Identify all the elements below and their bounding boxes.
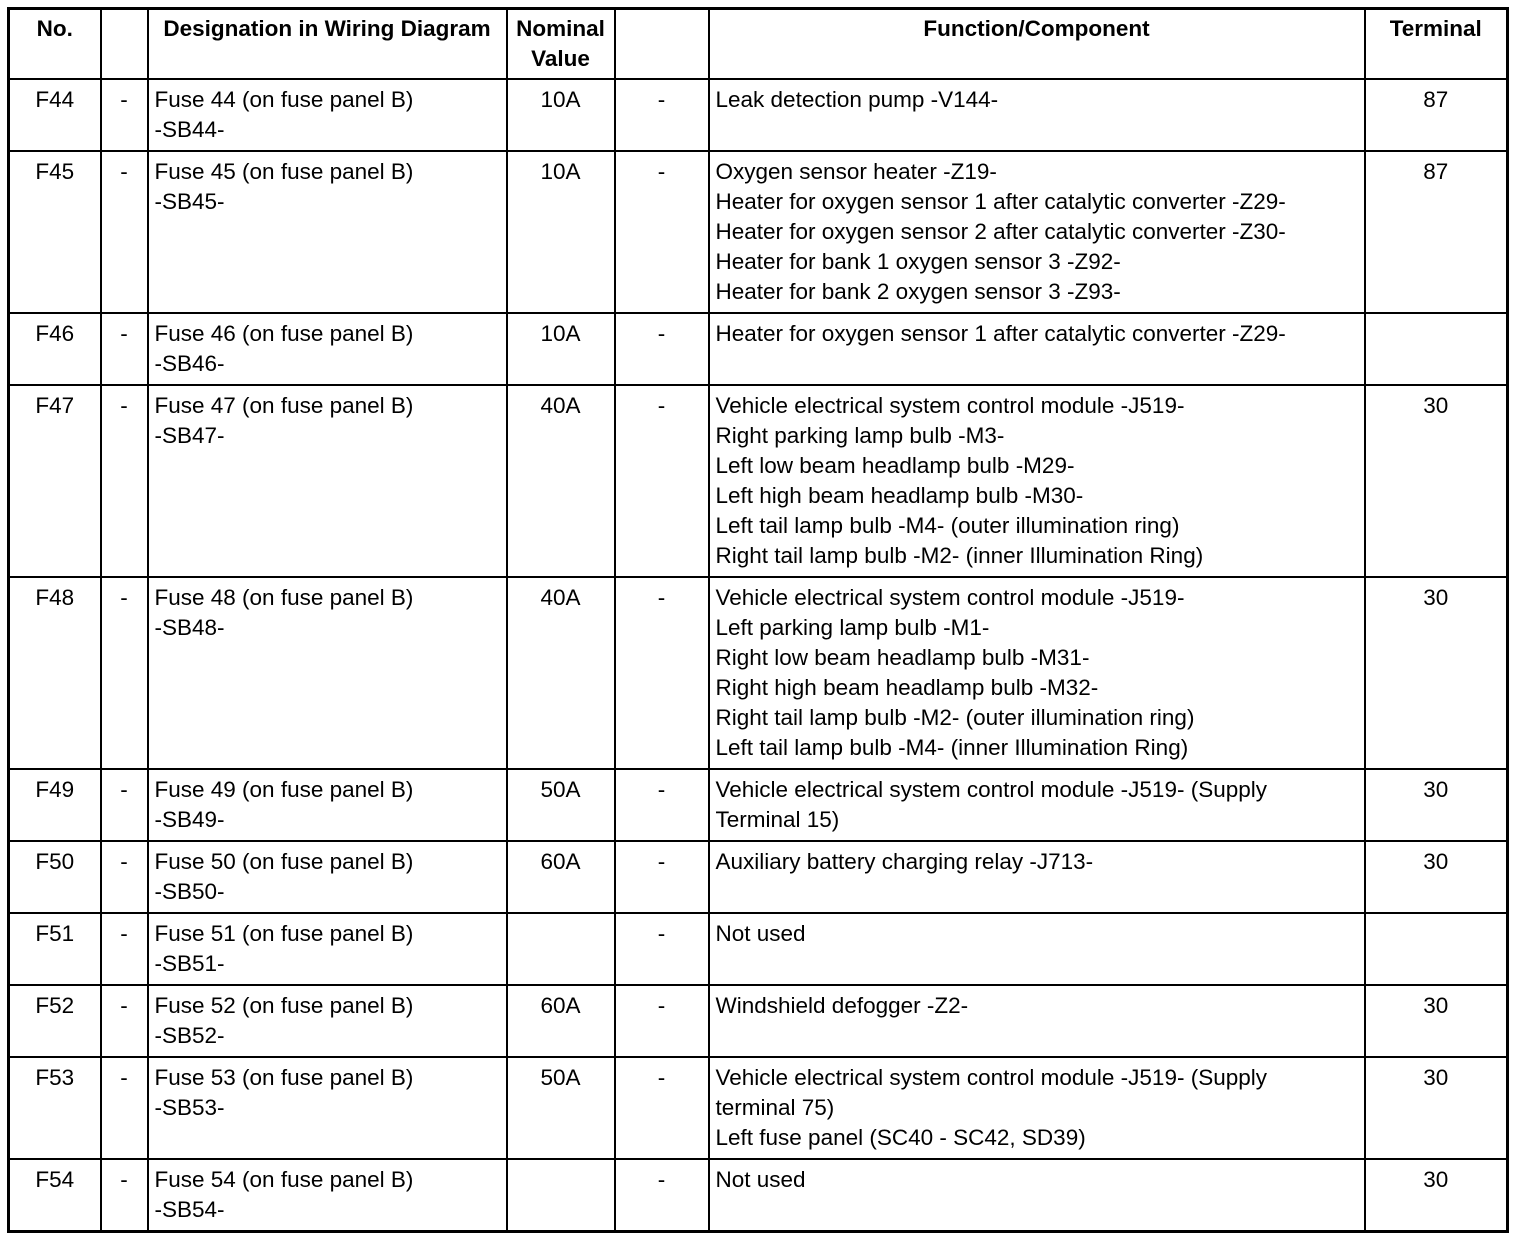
function-line: Right high beam headlamp bulb -M32-: [715, 675, 1099, 700]
header-blank-1: [101, 9, 148, 80]
nominal-value: [507, 913, 615, 985]
function-line: Vehicle electrical system control module -J519-: [715, 585, 1185, 610]
designation-cell: [148, 1057, 507, 1159]
nominal-value: [507, 1159, 615, 1232]
separator-dash: -: [615, 913, 709, 985]
function-line: Oxygen sensor heater -Z19-: [715, 159, 997, 184]
nominal-value: 10A: [507, 313, 615, 385]
table-row: [9, 1159, 1508, 1232]
separator-dash: -: [615, 313, 709, 385]
designation-line: -SB45-: [154, 189, 225, 214]
terminal: 30: [1365, 769, 1508, 841]
fuse-number: F50: [9, 841, 101, 913]
nominal-value: 40A: [507, 385, 615, 577]
fuse-number: F49: [9, 769, 101, 841]
table-row: [9, 769, 1508, 841]
designation-line: Fuse 46 (on fuse panel B): [154, 321, 414, 346]
function-line: Terminal 15): [715, 807, 840, 832]
designation-line: Fuse 51 (on fuse panel B): [154, 921, 414, 946]
separator-dash: -: [101, 985, 148, 1057]
terminal: 87: [1365, 79, 1508, 151]
function-line: Not used: [715, 921, 806, 946]
table-row: [9, 313, 1508, 385]
header-terminal: Terminal: [1365, 9, 1508, 80]
designation-cell: [148, 79, 507, 151]
separator-dash: -: [615, 769, 709, 841]
fuse-number: F47: [9, 385, 101, 577]
separator-dash: -: [615, 385, 709, 577]
separator-dash: -: [615, 577, 709, 769]
terminal: 87: [1365, 151, 1508, 313]
nominal-value: 50A: [507, 1057, 615, 1159]
table-body: [9, 79, 1508, 1232]
header-no: No.: [9, 9, 101, 80]
designation-cell: [148, 769, 507, 841]
designation-line: Fuse 45 (on fuse panel B): [154, 159, 414, 184]
function-line: Left high beam headlamp bulb -M30-: [715, 483, 1084, 508]
function-line: Right tail lamp bulb -M2- (inner Illumination Ring): [715, 543, 1204, 568]
designation-line: Fuse 44 (on fuse panel B): [154, 87, 414, 112]
function-cell: [709, 985, 1365, 1057]
header-blank-2: [615, 9, 709, 80]
function-line: Left tail lamp bulb -M4- (outer illumination ring): [715, 513, 1180, 538]
table-row: [9, 385, 1508, 577]
designation-line: Fuse 53 (on fuse panel B): [154, 1065, 414, 1090]
designation-cell: [148, 913, 507, 985]
designation-line: -SB48-: [154, 615, 225, 640]
header-function: Function/Component: [709, 9, 1365, 80]
function-cell: [709, 577, 1365, 769]
designation-line: Fuse 52 (on fuse panel B): [154, 993, 414, 1018]
designation-line: -SB47-: [154, 423, 225, 448]
fuse-number: F45: [9, 151, 101, 313]
separator-dash: -: [615, 841, 709, 913]
terminal: 30: [1365, 385, 1508, 577]
function-cell: [709, 313, 1365, 385]
separator-dash: -: [615, 985, 709, 1057]
fuse-number: F44: [9, 79, 101, 151]
function-line: Heater for oxygen sensor 1 after catalytic converter -Z29-: [715, 189, 1286, 214]
designation-cell: [148, 985, 507, 1057]
designation-cell: [148, 577, 507, 769]
function-line: Heater for oxygen sensor 1 after catalytic converter -Z29-: [715, 321, 1286, 346]
table-header: [9, 9, 1508, 80]
function-line: Not used: [715, 1167, 806, 1192]
fuse-number: F46: [9, 313, 101, 385]
designation-line: Fuse 54 (on fuse panel B): [154, 1167, 414, 1192]
nominal-value: 40A: [507, 577, 615, 769]
separator-dash: -: [615, 79, 709, 151]
function-line: Vehicle electrical system control module -J519- (Supply: [715, 1065, 1267, 1090]
designation-line: -SB49-: [154, 807, 225, 832]
function-cell: [709, 151, 1365, 313]
designation-line: Fuse 50 (on fuse panel B): [154, 849, 414, 874]
function-cell: [709, 841, 1365, 913]
nominal-value: 60A: [507, 985, 615, 1057]
nominal-value: 60A: [507, 841, 615, 913]
designation-cell: [148, 151, 507, 313]
terminal: 30: [1365, 841, 1508, 913]
designation-cell: [148, 1159, 507, 1232]
terminal: [1365, 313, 1508, 385]
table-row: [9, 985, 1508, 1057]
separator-dash: -: [615, 151, 709, 313]
fuse-number: F52: [9, 985, 101, 1057]
separator-dash: -: [101, 577, 148, 769]
function-line: Left parking lamp bulb -M1-: [715, 615, 990, 640]
designation-cell: [148, 841, 507, 913]
separator-dash: -: [101, 1159, 148, 1232]
fuse-number: F54: [9, 1159, 101, 1232]
designation-line: Fuse 47 (on fuse panel B): [154, 393, 414, 418]
table-row: [9, 577, 1508, 769]
header-row: [9, 9, 1508, 80]
header-nominal-value: Nominal Value: [507, 9, 615, 80]
fuse-number: F48: [9, 577, 101, 769]
function-cell: [709, 1057, 1365, 1159]
separator-dash: -: [101, 1057, 148, 1159]
designation-line: -SB50-: [154, 879, 225, 904]
function-cell: [709, 913, 1365, 985]
function-line: Vehicle electrical system control module -J519- (Supply: [715, 777, 1267, 802]
separator-dash: -: [101, 769, 148, 841]
separator-dash: -: [101, 385, 148, 577]
designation-line: Fuse 48 (on fuse panel B): [154, 585, 414, 610]
nominal-value: 50A: [507, 769, 615, 841]
designation-cell: [148, 385, 507, 577]
designation-line: -SB53-: [154, 1095, 225, 1120]
function-line: Heater for bank 1 oxygen sensor 3 -Z92-: [715, 249, 1121, 274]
separator-dash: -: [101, 151, 148, 313]
terminal: 30: [1365, 1159, 1508, 1232]
separator-dash: -: [101, 79, 148, 151]
function-line: Right low beam headlamp bulb -M31-: [715, 645, 1090, 670]
function-line: Left fuse panel (SC40 - SC42, SD39): [715, 1125, 1086, 1150]
function-line: terminal 75): [715, 1095, 835, 1120]
function-line: Right tail lamp bulb -M2- (outer illumination ring): [715, 705, 1195, 730]
table-row: [9, 913, 1508, 985]
nominal-value: 10A: [507, 79, 615, 151]
designation-line: -SB54-: [154, 1197, 225, 1222]
terminal: 30: [1365, 577, 1508, 769]
terminal: 30: [1365, 1057, 1508, 1159]
terminal: [1365, 913, 1508, 985]
table-row: [9, 1057, 1508, 1159]
designation-line: -SB44-: [154, 117, 225, 142]
designation-line: -SB51-: [154, 951, 225, 976]
designation-line: -SB46-: [154, 351, 225, 376]
function-line: Auxiliary battery charging relay -J713-: [715, 849, 1094, 874]
designation-cell: [148, 313, 507, 385]
function-line: Windshield defogger -Z2-: [715, 993, 969, 1018]
table-row: [9, 841, 1508, 913]
table-row: [9, 79, 1508, 151]
separator-dash: -: [615, 1057, 709, 1159]
separator-dash: -: [101, 841, 148, 913]
separator-dash: -: [101, 313, 148, 385]
function-cell: [709, 1159, 1365, 1232]
designation-line: -SB52-: [154, 1023, 225, 1048]
designation-line: Fuse 49 (on fuse panel B): [154, 777, 414, 802]
fuse-number: F51: [9, 913, 101, 985]
fuse-number: F53: [9, 1057, 101, 1159]
header-designation: Designation in Wiring Diagram: [148, 9, 507, 80]
function-line: Right parking lamp bulb -M3-: [715, 423, 1005, 448]
function-line: Heater for oxygen sensor 2 after catalytic converter -Z30-: [715, 219, 1286, 244]
function-line: Leak detection pump -V144-: [715, 87, 999, 112]
function-cell: [709, 385, 1365, 577]
separator-dash: -: [615, 1159, 709, 1232]
separator-dash: -: [101, 913, 148, 985]
fuse-table: [7, 7, 1509, 1233]
function-line: Left tail lamp bulb -M4- (inner Illumination Ring): [715, 735, 1189, 760]
terminal: 30: [1365, 985, 1508, 1057]
function-line: Heater for bank 2 oxygen sensor 3 -Z93-: [715, 279, 1121, 304]
function-line: Left low beam headlamp bulb -M29-: [715, 453, 1075, 478]
function-cell: [709, 79, 1365, 151]
table-row: [9, 151, 1508, 313]
nominal-value: 10A: [507, 151, 615, 313]
function-line: Vehicle electrical system control module -J519-: [715, 393, 1185, 418]
function-cell: [709, 769, 1365, 841]
